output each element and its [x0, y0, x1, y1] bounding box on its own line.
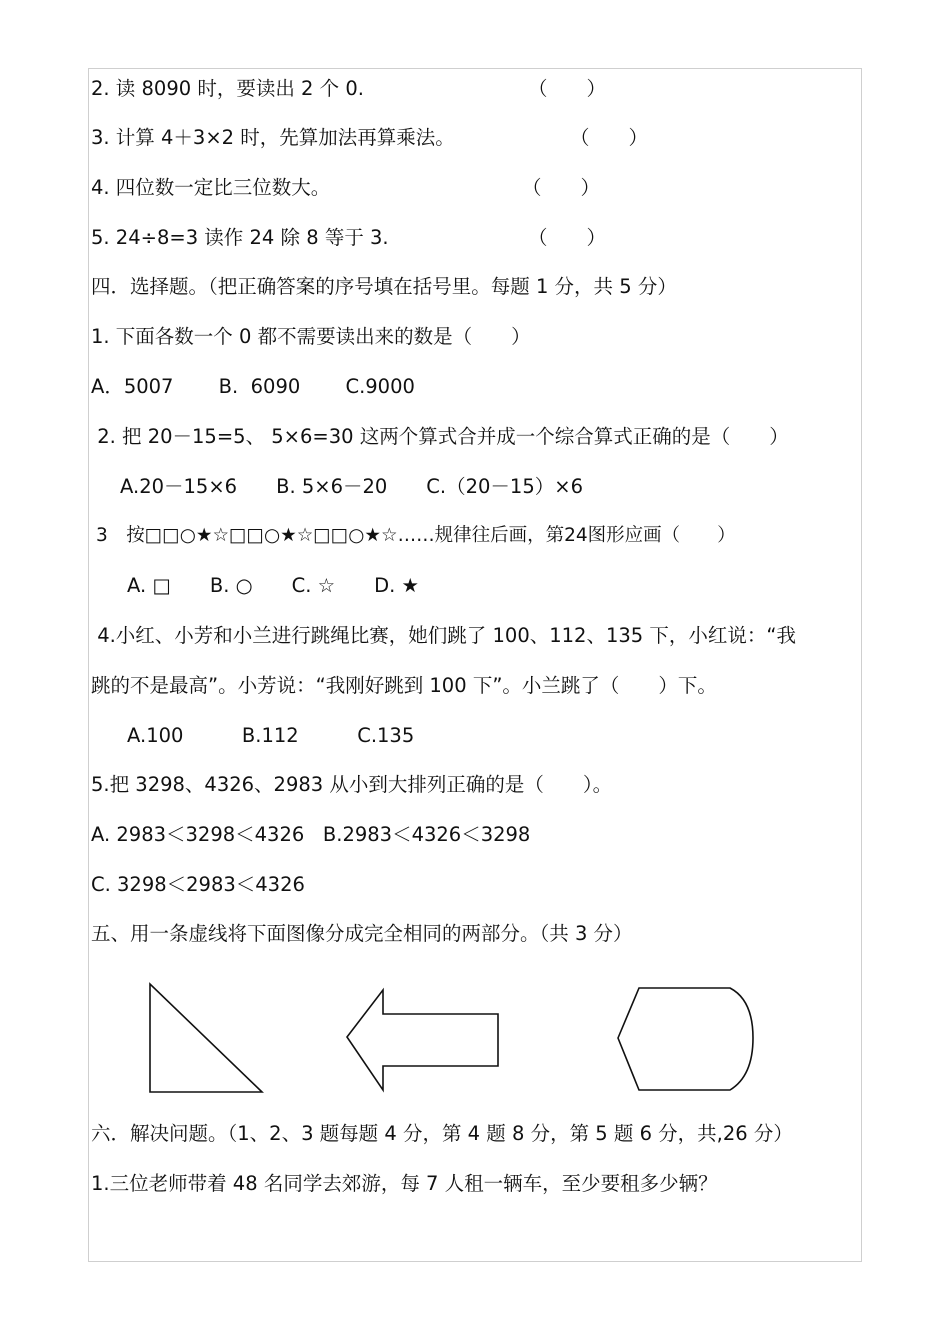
- judge-question-2: 2. 读 8090 时，要读出 2 个 0.: [91, 77, 364, 100]
- choice-options-1: A．5007 B. 6090 C.9000: [91, 375, 415, 398]
- choice-question-3: 3 按□□○★☆□□○★☆□□○★☆……规律往后画，第24图形应画（ ）: [96, 525, 736, 546]
- judge-answer-blank-4[interactable]: （ ）: [522, 176, 601, 199]
- choice-question-1: 1. 下面各数一个 0 都不需要读出来的数是（ ）: [91, 325, 531, 348]
- choice-question-4-line-1: 4.小红、小芳和小兰进行跳绳比赛，她们跳了 100、112、135 下，小红说：“我: [91, 624, 796, 647]
- rounded-hexagon-figure: [618, 988, 753, 1090]
- judge-answer-blank-3[interactable]: （ ）: [570, 126, 649, 149]
- problems-section-heading: 六．解决问题。（1、2、3 题每题 4 分，第 4 题 8 分，第 5 题 6 分，共,26 分）: [91, 1122, 793, 1145]
- left-arrow-figure: [347, 990, 498, 1090]
- choice-question-4-line-2: 跳的不是最高”。小芳说：“我刚好跳到 100 下”。小兰跳了（ ）下。: [91, 674, 717, 697]
- choice-options-4: A.100 B.112 C.135: [127, 724, 415, 747]
- judge-question-5: 5. 24÷8=3 读作 24 除 8 等于 3.: [91, 226, 389, 249]
- problem-question-1: 1.三位老师带着 48 名同学去郊游，每 7 人租一辆车，至少要租多少辆？: [91, 1172, 718, 1195]
- right-triangle-figure: [150, 984, 262, 1092]
- judge-answer-blank-5[interactable]: （ ）: [528, 226, 607, 249]
- judge-question-4: 4. 四位数一定比三位数大。: [91, 176, 331, 199]
- choice-options-3: A. □ B. ○ C. ☆ D. ★: [127, 574, 419, 597]
- symmetry-section-heading: 五、用一条虚线将下面图像分成完全相同的两部分。（共 3 分）: [91, 922, 633, 945]
- choice-section-heading: 四．选择题。（把正确答案的序号填在括号里。每题 1 分，共 5 分）: [91, 275, 677, 298]
- choice-options-2: A.20－15×6 B. 5×6－20 C.（20－15）×6: [120, 475, 583, 498]
- choice-options-5-ab: A. 2983＜3298＜4326 B.2983＜4326＜3298: [91, 823, 531, 846]
- judge-question-3: 3. 计算 4＋3×2 时，先算加法再算乘法。: [91, 126, 455, 149]
- choice-options-5-c: C. 3298＜2983＜4326: [91, 873, 305, 896]
- judge-answer-blank-2[interactable]: （ ）: [528, 77, 607, 100]
- choice-question-5: 5.把 3298、4326、2983 从小到大排列正确的是（ ）。: [91, 773, 613, 796]
- choice-question-2: 2. 把 20－15=5、 5×6=30 这两个算式合并成一个综合算式正确的是（ ）: [91, 425, 789, 448]
